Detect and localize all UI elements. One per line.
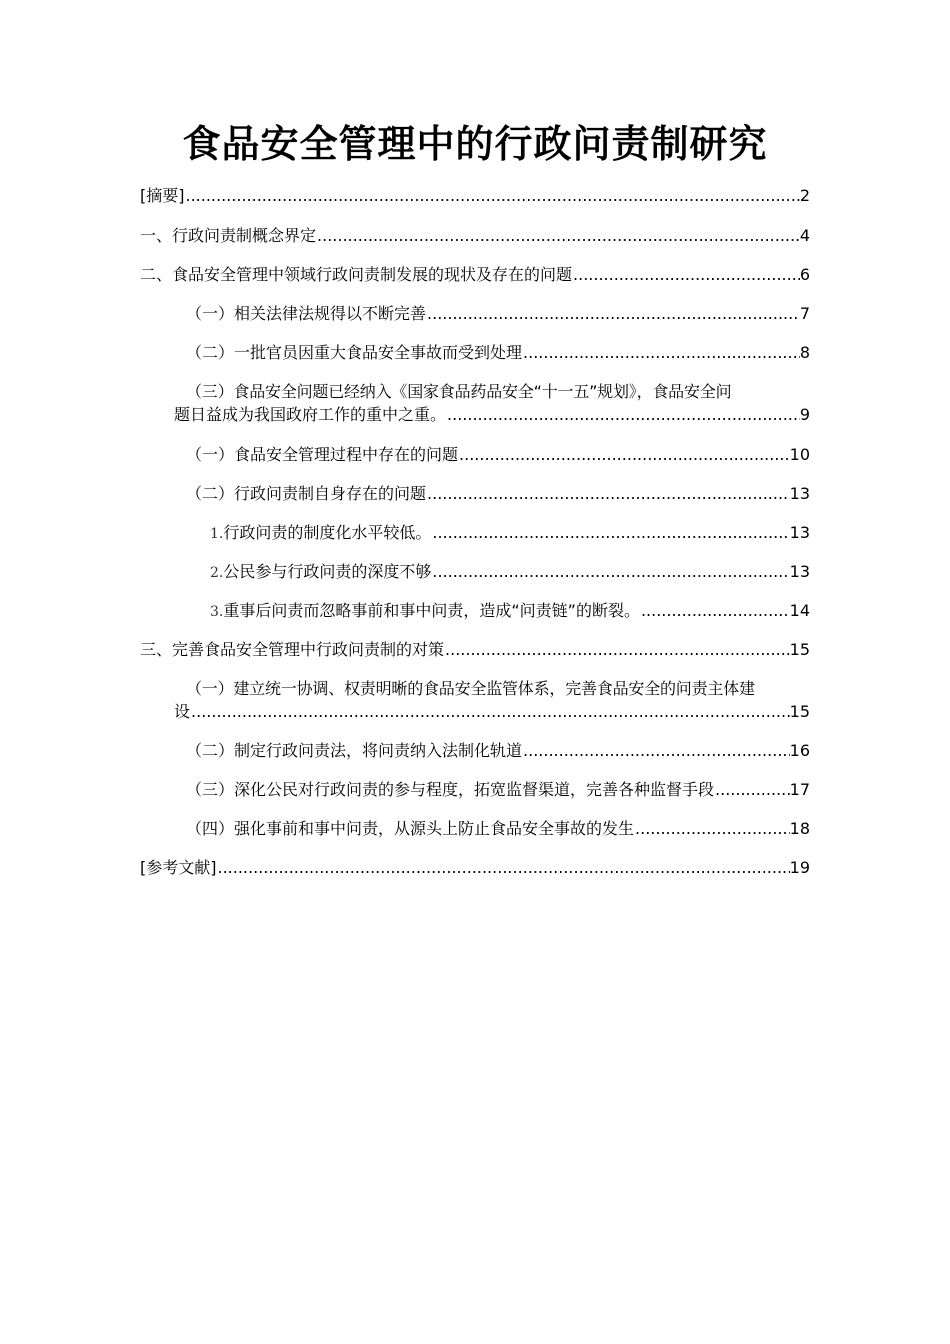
- toc-entry-label: （四）强化事前和事中问责，从源头上防止食品安全事故的发生: [186, 819, 635, 838]
- toc-leader-dots: [714, 778, 790, 801]
- toc-leader-dots: [431, 560, 789, 583]
- toc-page-number: 15: [789, 640, 810, 659]
- toc-item-number: 3.: [210, 604, 224, 620]
- toc-page-number: 13: [789, 523, 810, 542]
- toc-leader-dots: [640, 599, 790, 622]
- toc-page-number: 10: [789, 445, 810, 464]
- toc-entry-item[interactable]: [140, 599, 810, 624]
- toc-page-number: 14: [789, 601, 810, 620]
- toc-entry-section-2[interactable]: [140, 263, 810, 286]
- toc-page-number: 8: [799, 343, 810, 362]
- toc-entry-label-line2: 题日益成为我国政府工作的重中之重。: [174, 405, 447, 424]
- toc-entry-subsection[interactable]: [140, 482, 810, 505]
- toc-entry-subsection[interactable]: [140, 817, 810, 840]
- toc-entry-references[interactable]: [140, 856, 810, 879]
- toc-entry-label: 公民参与行政问责的深度不够: [223, 562, 432, 581]
- toc-entry-label: 行政问责的制度化水平较低。: [223, 523, 432, 542]
- toc-entry-label: 二、食品安全管理中领域行政问责制发展的现状及存在的问题: [140, 265, 573, 284]
- toc-leader-dots: [522, 341, 800, 364]
- toc-entry-subsection[interactable]: [140, 380, 810, 426]
- toc-entry-item[interactable]: [140, 560, 810, 585]
- toc-entry-item[interactable]: [140, 521, 810, 546]
- toc-entry-label-line1: （三）食品安全问题已经纳入《国家食品药品安全“十一五”规划》，食品安全问: [186, 382, 732, 401]
- toc-leader-dots: [444, 638, 790, 661]
- toc-entry-label: （二）行政问责制自身存在的问题: [186, 484, 427, 503]
- toc-leader-dots: [458, 443, 790, 466]
- toc-leader-dots: [426, 482, 790, 505]
- toc-leader-dots: [185, 184, 800, 207]
- toc-entry-section-1[interactable]: [140, 224, 810, 247]
- toc-item-number: 1.: [210, 526, 224, 542]
- toc-item-number: 2.: [210, 565, 224, 581]
- toc-entry-subsection[interactable]: [140, 739, 810, 762]
- toc-entry-label-line1: （一）建立统一协调、权责明晰的食品安全监管体系，完善食品安全的问责主体建: [186, 679, 755, 698]
- toc-entry-subsection[interactable]: [140, 302, 810, 325]
- toc-entry-label: （二）一批官员因重大食品安全事故而受到处理: [186, 343, 523, 362]
- toc-entry-label: 一、行政问责制概念界定: [140, 226, 317, 245]
- toc-page-number: 6: [799, 265, 810, 284]
- document-title: 食品安全管理中的行政问责制研究: [182, 122, 768, 166]
- toc-entry-subsection[interactable]: [140, 341, 810, 364]
- toc-page-number: 7: [799, 304, 810, 323]
- toc-page-number: 16: [789, 741, 810, 760]
- toc-page-number: 13: [789, 562, 810, 581]
- toc-entry-label: 三、完善食品安全管理中行政问责制的对策: [140, 640, 445, 659]
- toc-entry-label: [参考文献]: [140, 858, 217, 877]
- toc-page-number: 17: [789, 780, 810, 799]
- toc-page-number: 18: [789, 819, 810, 838]
- toc-entry-section-3[interactable]: [140, 638, 810, 661]
- toc-entry-label: （三）深化公民对行政问责的参与程度，拓宽监督渠道，完善各种监督手段: [186, 780, 715, 799]
- toc-page-number: 19: [789, 858, 810, 877]
- toc-leader-dots: [190, 700, 790, 723]
- toc-page-number: 4: [799, 226, 810, 245]
- toc-entry-subsection[interactable]: [140, 778, 810, 801]
- toc-entry-subsection[interactable]: [140, 443, 810, 466]
- toc-page-number: 2: [799, 186, 810, 205]
- toc-entry-label: （一）相关法律法规得以不断完善: [186, 304, 427, 323]
- toc-entry-label: （二）制定行政问责法，将问责纳入法制化轨道: [186, 741, 523, 760]
- toc-entry-abstract[interactable]: [140, 184, 810, 207]
- toc-page-number: 15: [789, 702, 810, 721]
- toc-entry-label: [摘要]: [140, 186, 185, 205]
- toc-page-number: 13: [789, 484, 810, 503]
- toc-leader-dots: [572, 263, 800, 286]
- toc-leader-dots: [316, 224, 800, 247]
- toc-leader-dots: [522, 739, 790, 762]
- toc-entry-label: 重事后问责而忽略事前和事中问责，造成“问责链”的断裂。: [223, 601, 640, 620]
- toc-leader-dots: [446, 403, 800, 426]
- toc-leader-dots: [217, 856, 790, 879]
- toc-leader-dots: [426, 302, 800, 325]
- toc-leader-dots: [634, 817, 790, 840]
- toc-entry-label-line2: 设: [174, 702, 191, 721]
- toc-page-number: 9: [799, 405, 810, 424]
- toc-entry-label: （一）食品安全管理过程中存在的问题: [186, 445, 459, 464]
- toc-leader-dots: [431, 521, 789, 544]
- toc-entry-subsection[interactable]: [140, 677, 810, 723]
